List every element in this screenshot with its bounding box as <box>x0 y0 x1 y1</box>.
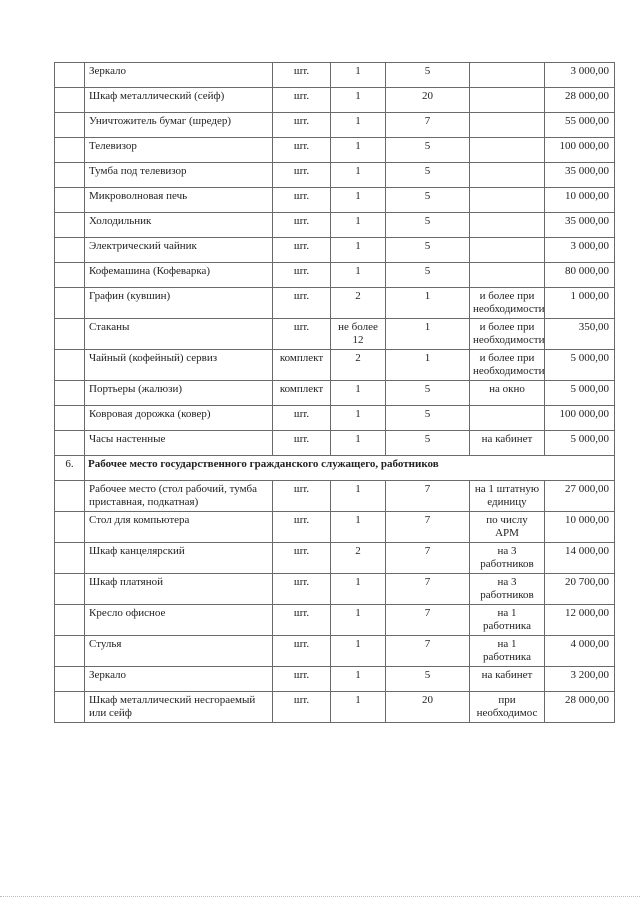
table-row <box>55 350 615 381</box>
cell-num <box>55 692 85 723</box>
cell-name: Стол для компьютера <box>85 512 273 543</box>
cell-name: Шкаф платяной <box>85 574 273 605</box>
cell-note: и более при необходимости <box>470 350 545 381</box>
cell-num <box>55 188 85 213</box>
table-row <box>55 636 615 667</box>
cell-name: Микроволновая печь <box>85 188 273 213</box>
cell-life: 5 <box>386 263 470 288</box>
cell-num <box>55 263 85 288</box>
cell-price: 10 000,00 <box>545 188 615 213</box>
cell-num <box>55 431 85 456</box>
cell-qty: 2 <box>331 350 386 381</box>
cell-unit: шт. <box>273 431 331 456</box>
cell-name: Тумба под телевизор <box>85 163 273 188</box>
cell-life: 1 <box>386 350 470 381</box>
table-row <box>55 288 615 319</box>
cell-life: 5 <box>386 188 470 213</box>
cell-note: на 1 штатную единицу <box>470 481 545 512</box>
cell-name: Телевизор <box>85 138 273 163</box>
table-row <box>55 138 615 163</box>
cell-unit: шт. <box>273 238 331 263</box>
table-row <box>55 543 615 574</box>
cell-life: 5 <box>386 213 470 238</box>
cell-qty: 1 <box>331 88 386 113</box>
table-row <box>55 381 615 406</box>
cell-note <box>470 406 545 431</box>
cell-price: 28 000,00 <box>545 692 615 723</box>
cell-note: на 3 работников <box>470 543 545 574</box>
table-row <box>55 88 615 113</box>
cell-num <box>55 381 85 406</box>
cell-name: Электрический чайник <box>85 238 273 263</box>
cell-note <box>470 188 545 213</box>
cell-note <box>470 163 545 188</box>
cell-note: на 3 работников <box>470 574 545 605</box>
table-row <box>55 188 615 213</box>
cell-price: 5 000,00 <box>545 431 615 456</box>
cell-num <box>55 63 85 88</box>
cell-qty: 1 <box>331 406 386 431</box>
cell-name: Уничтожитель бумаг (шредер) <box>85 113 273 138</box>
cell-num <box>55 88 85 113</box>
cell-note: на окно <box>470 381 545 406</box>
table-row <box>55 213 615 238</box>
cell-name: Рабочее место (стол рабочий, тумба приставная, подкатная) <box>85 481 273 512</box>
cell-price: 100 000,00 <box>545 406 615 431</box>
cell-life: 5 <box>386 667 470 692</box>
cell-price: 80 000,00 <box>545 263 615 288</box>
cell-name: Зеркало <box>85 63 273 88</box>
cell-note: и более при необходимости <box>470 288 545 319</box>
cell-name: Портьеры (жалюзи) <box>85 381 273 406</box>
cell-unit: шт. <box>273 163 331 188</box>
table-row <box>55 574 615 605</box>
cell-num <box>55 163 85 188</box>
cell-qty: не более 12 <box>331 319 386 350</box>
cell-qty: 1 <box>331 381 386 406</box>
cell-qty: 1 <box>331 481 386 512</box>
cell-price: 27 000,00 <box>545 481 615 512</box>
cell-life: 5 <box>386 381 470 406</box>
cell-note <box>470 113 545 138</box>
cell-price: 3 000,00 <box>545 238 615 263</box>
cell-price: 55 000,00 <box>545 113 615 138</box>
cell-note <box>470 213 545 238</box>
cell-name: Шкаф металлический (сейф) <box>85 88 273 113</box>
cell-note: и более при необходимости <box>470 319 545 350</box>
cell-note: на 1 работника <box>470 605 545 636</box>
cell-qty: 1 <box>331 667 386 692</box>
cell-life: 5 <box>386 138 470 163</box>
section-title: Рабочее место государственного гражданского служащего, работников <box>85 456 615 481</box>
cell-name: Шкаф канцелярский <box>85 543 273 574</box>
table-row <box>55 163 615 188</box>
cell-price: 3 200,00 <box>545 667 615 692</box>
cell-price: 350,00 <box>545 319 615 350</box>
cell-life: 7 <box>386 512 470 543</box>
cell-qty: 1 <box>331 163 386 188</box>
cell-qty: 1 <box>331 431 386 456</box>
cell-life: 7 <box>386 481 470 512</box>
cell-name: Ковровая дорожка (ковер) <box>85 406 273 431</box>
section-number: 6. <box>55 456 85 481</box>
table-row <box>55 238 615 263</box>
table-row <box>55 406 615 431</box>
cell-unit: шт. <box>273 288 331 319</box>
cell-unit: шт. <box>273 636 331 667</box>
cell-unit: шт. <box>273 88 331 113</box>
cell-qty: 1 <box>331 238 386 263</box>
table-row <box>55 319 615 350</box>
cell-unit: шт. <box>273 406 331 431</box>
cell-unit: шт. <box>273 263 331 288</box>
cell-qty: 2 <box>331 543 386 574</box>
table-row <box>55 113 615 138</box>
cell-price: 5 000,00 <box>545 350 615 381</box>
cell-note <box>470 88 545 113</box>
cell-life: 20 <box>386 88 470 113</box>
furniture-norms-table <box>54 62 615 723</box>
cell-unit: шт. <box>273 574 331 605</box>
cell-unit: шт. <box>273 138 331 163</box>
cell-life: 1 <box>386 319 470 350</box>
cell-unit: шт. <box>273 512 331 543</box>
cell-qty: 1 <box>331 574 386 605</box>
cell-unit: шт. <box>273 543 331 574</box>
cell-num <box>55 406 85 431</box>
table-row <box>55 63 615 88</box>
cell-num <box>55 213 85 238</box>
cell-price: 1 000,00 <box>545 288 615 319</box>
cell-name: Кресло офисное <box>85 605 273 636</box>
cell-qty: 1 <box>331 605 386 636</box>
cell-qty: 2 <box>331 288 386 319</box>
cell-note <box>470 238 545 263</box>
cell-unit: комплект <box>273 350 331 381</box>
table-row <box>55 512 615 543</box>
cell-note: на кабинет <box>470 667 545 692</box>
cell-qty: 1 <box>331 213 386 238</box>
cell-num <box>55 113 85 138</box>
cell-life: 7 <box>386 636 470 667</box>
table-row <box>55 605 615 636</box>
cell-life: 7 <box>386 113 470 138</box>
cell-unit: шт. <box>273 188 331 213</box>
cell-life: 5 <box>386 238 470 263</box>
cell-name: Графин (кувшин) <box>85 288 273 319</box>
cell-name: Чайный (кофейный) сервиз <box>85 350 273 381</box>
cell-qty: 1 <box>331 692 386 723</box>
cell-price: 3 000,00 <box>545 63 615 88</box>
cell-name: Зеркало <box>85 667 273 692</box>
cell-num <box>55 512 85 543</box>
cell-unit: шт. <box>273 667 331 692</box>
cell-life: 7 <box>386 543 470 574</box>
cell-life: 20 <box>386 692 470 723</box>
cell-price: 14 000,00 <box>545 543 615 574</box>
table-row <box>55 431 615 456</box>
cell-price: 35 000,00 <box>545 163 615 188</box>
cell-unit: шт. <box>273 319 331 350</box>
cell-num <box>55 350 85 381</box>
page-bottom-edge <box>0 896 640 897</box>
cell-unit: шт. <box>273 692 331 723</box>
cell-qty: 1 <box>331 263 386 288</box>
table-row <box>55 481 615 512</box>
cell-price: 12 000,00 <box>545 605 615 636</box>
cell-price: 4 000,00 <box>545 636 615 667</box>
cell-name: Шкаф металлический несгораемый или сейф <box>85 692 273 723</box>
cell-life: 5 <box>386 163 470 188</box>
cell-note <box>470 263 545 288</box>
cell-note: на кабинет <box>470 431 545 456</box>
cell-life: 5 <box>386 406 470 431</box>
cell-num <box>55 543 85 574</box>
cell-note <box>470 138 545 163</box>
cell-note: по числу АРМ <box>470 512 545 543</box>
cell-name: Кофемашина (Кофеварка) <box>85 263 273 288</box>
cell-note <box>470 63 545 88</box>
cell-qty: 1 <box>331 63 386 88</box>
cell-note: на 1 работника <box>470 636 545 667</box>
cell-life: 5 <box>386 431 470 456</box>
cell-price: 100 000,00 <box>545 138 615 163</box>
table-row <box>55 263 615 288</box>
cell-price: 35 000,00 <box>545 213 615 238</box>
cell-unit: шт. <box>273 605 331 636</box>
cell-life: 7 <box>386 574 470 605</box>
cell-life: 5 <box>386 63 470 88</box>
cell-qty: 1 <box>331 138 386 163</box>
cell-qty: 1 <box>331 188 386 213</box>
cell-name: Часы настенные <box>85 431 273 456</box>
cell-num <box>55 288 85 319</box>
cell-qty: 1 <box>331 512 386 543</box>
cell-price: 10 000,00 <box>545 512 615 543</box>
cell-unit: шт. <box>273 113 331 138</box>
section-row <box>55 456 615 481</box>
cell-num <box>55 319 85 350</box>
cell-unit: шт. <box>273 63 331 88</box>
cell-price: 28 000,00 <box>545 88 615 113</box>
cell-unit: шт. <box>273 481 331 512</box>
cell-qty: 1 <box>331 636 386 667</box>
cell-num <box>55 574 85 605</box>
cell-num <box>55 667 85 692</box>
table-row <box>55 667 615 692</box>
cell-qty: 1 <box>331 113 386 138</box>
cell-num <box>55 481 85 512</box>
cell-unit: комплект <box>273 381 331 406</box>
cell-life: 1 <box>386 288 470 319</box>
table-row <box>55 692 615 723</box>
cell-unit: шт. <box>273 213 331 238</box>
cell-name: Стаканы <box>85 319 273 350</box>
cell-num <box>55 605 85 636</box>
cell-num <box>55 238 85 263</box>
cell-num <box>55 138 85 163</box>
cell-name: Стулья <box>85 636 273 667</box>
cell-price: 5 000,00 <box>545 381 615 406</box>
cell-price: 20 700,00 <box>545 574 615 605</box>
cell-name: Холодильник <box>85 213 273 238</box>
cell-num <box>55 636 85 667</box>
cell-note: при необходимос <box>470 692 545 723</box>
cell-life: 7 <box>386 605 470 636</box>
